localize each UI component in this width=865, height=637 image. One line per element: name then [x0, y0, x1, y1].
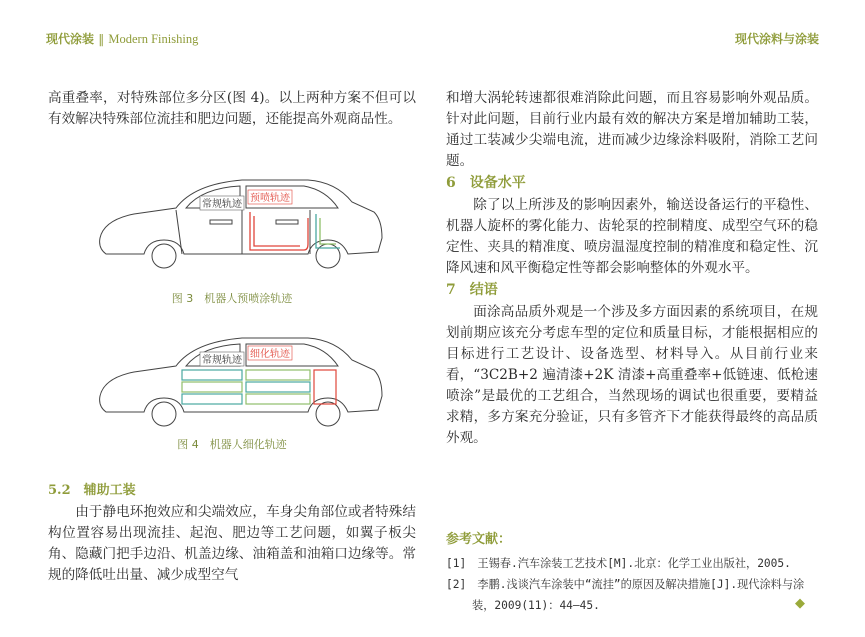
journal-name-cn: 现代涂装	[46, 32, 95, 46]
left-column-bottom	[48, 480, 416, 586]
refined-track	[246, 370, 310, 380]
label-pre-spray-track: 预喷轨迹	[250, 193, 290, 204]
paragraph: 面涂高品质外观是一个涉及多方面因素的系统项目，在规划前期应该充分考虑车型的定位和质量目标，才能根据相应的目标进行工艺设计、设备选型、材料导入。从目前行业来看，“3C2B+2 遍清漆+2K 清漆+高重叠率+低链速、低枪速喷涂”是最优的工艺组合，当然现场的调试也很重要，要精益求精，多方案充分验证，只有多管齐下才能获得最终的高品质外观。	[446, 304, 818, 446]
paragraph: 由于静电环抱效应和尖端效应，车身尖角部位或者特殊结构位置容易出现流挂、起泡、肥边等工艺问题，如翼子板尖角、隐藏门把手边沿、机盖边缘、油箱盖和油箱口边缘等。常规的降低吐出量、减少成型空气	[48, 504, 416, 583]
section-heading: 7 结语	[446, 282, 498, 298]
running-header-right: 现代涂料与涂装	[734, 32, 819, 46]
reference-item: [2] 李鹏.浅谈汽车涂装中“流挂”的原因及解决措施[J].现代涂料与涂装，2009(11)：44–45.	[446, 578, 805, 612]
paragraph: 除了以上所涉及的影响因素外，输送设备运行的平稳性、机器人旋杯的雾化能力、齿轮泵的控制精度、成型空气环的稳定性、夹具的精准度、喷房温湿度控制的精准度和稳定性、沉降风速和风平衡稳定性等都会影响整体的外观水平。	[446, 197, 818, 276]
refined-track	[246, 394, 310, 404]
figure-4-car-diagram	[90, 330, 390, 432]
references-title: 参考文献：	[446, 532, 512, 547]
refined-track	[246, 382, 310, 392]
end-mark-icon: ◆	[795, 596, 805, 611]
pre-spray-track	[250, 212, 308, 250]
references-list	[446, 553, 818, 616]
header-separator: ‖	[98, 32, 105, 46]
figure-3-caption: 图 3 机器人预喷涂轨迹	[171, 292, 293, 305]
label-normal-track: 常规轨迹	[202, 199, 242, 210]
refined-track	[182, 394, 242, 404]
refined-track	[182, 370, 242, 380]
paragraph: 和增大涡轮转速都很难消除此问题，而且容易影响外观品质。针对此问题，目前行业内最有效的解决方案是增加辅助工装，通过工装减少尖端电流，进而减少边缘涂料吸附，消除工艺问题。	[446, 90, 818, 169]
paragraph: 高重叠率，对特殊部位多分区(图 4)。以上两种方案不但可以有效解决特殊部位流挂和肥边问题，还能提高外观商品性。	[48, 90, 416, 127]
figure-4-caption: 图 4 机器人细化轨迹	[177, 438, 287, 451]
reference-item: [1] 王锡春.汽车涂装工艺技术[M].北京：化学工业出版社，2005.	[446, 557, 791, 570]
right-column	[446, 88, 818, 449]
section-heading: 5.2 辅助工装	[48, 483, 136, 498]
left-column-top	[48, 88, 416, 130]
journal-name-en: Modern Finishing	[108, 32, 199, 46]
section-heading: 6 设备水平	[446, 175, 526, 191]
label-normal-track: 常规轨迹	[202, 355, 242, 366]
label-refined-track: 细化轨迹	[250, 349, 290, 360]
refined-track	[182, 382, 242, 392]
running-header-left	[46, 30, 198, 47]
figure-3-car-diagram	[90, 168, 390, 278]
